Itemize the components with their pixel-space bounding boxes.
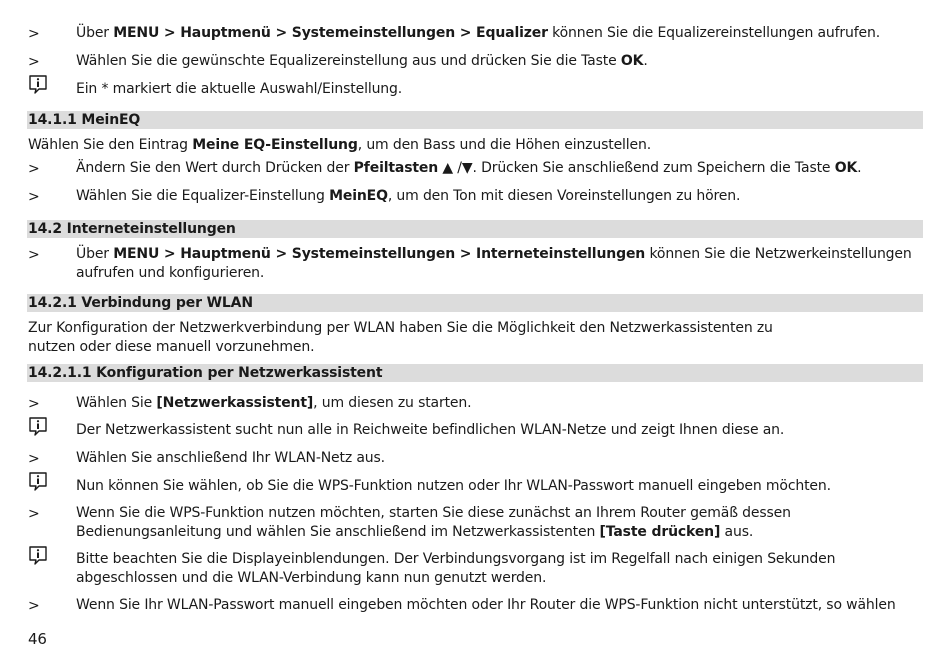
assistant-note-3: Bitte beachten Sie die Displayeinblendungen. Der Verbindungsvorgang ist im Regelfall nach einigen Sekunden abgeschlossen und die WLAN-Verbindung kann nun genutzt werden.	[76, 551, 836, 586]
wlan-paragraph: Zur Konfiguration der Netzwerkverbindung per WLAN haben Sie die Möglichkeit den Netzwerkassistenten zu nutzen oder diese manuell vorzunehmen.	[28, 320, 773, 355]
section-heading-14-2-1: 14.2.1 Verbindung per WLAN	[27, 294, 923, 312]
intro-line-1: Über MENU > Hauptmenü > Systemeinstellungen > Equalizer können Sie die Equalizereinstellungen aufrufen.	[76, 25, 881, 41]
info-note-icon	[28, 74, 48, 94]
bullet-marker: >	[28, 506, 40, 522]
assistant-step-2: Wählen Sie anschließend Ihr WLAN-Netz aus.	[76, 450, 385, 466]
bullet-marker: >	[28, 247, 40, 263]
bullet-marker: >	[28, 26, 40, 42]
bullet-marker: >	[28, 161, 40, 177]
meineq-step-2: Wählen Sie die Equalizer-Einstellung MeinEQ, um den Ton mit diesen Voreinstellungen zu hören.	[76, 188, 741, 204]
bullet-marker: >	[28, 396, 40, 412]
section-heading-14-2-1-1: 14.2.1.1 Konfiguration per Netzwerkassistent	[27, 364, 923, 382]
assistant-note-2: Nun können Sie wählen, ob Sie die WPS-Funktion nutzen oder Ihr WLAN-Passwort manuell eingeben möchten.	[76, 478, 831, 494]
meineq-paragraph: Wählen Sie den Eintrag Meine EQ-Einstellung, um den Bass und die Höhen einzustellen.	[28, 137, 652, 153]
assistant-step-3: Wenn Sie die WPS-Funktion nutzen möchten, starten Sie diese zunächst an Ihrem Router gemäß dessen Bedienungsanleitung und wählen Sie anschließend im Netzwerkassistenten [Taste drücken] aus.	[76, 505, 791, 540]
bullet-marker: >	[28, 598, 40, 614]
assistant-step-1: Wählen Sie [Netzwerkassistent], um diesen zu starten.	[76, 395, 472, 411]
bullet-marker: >	[28, 451, 40, 467]
info-note-icon	[28, 416, 48, 436]
bullet-marker: >	[28, 189, 40, 205]
internet-step-1: Über MENU > Hauptmenü > Systemeinstellungen > Interneteinstellungen können Sie die Netzwerkeinstellungen aufrufen und konfigurieren.	[76, 246, 912, 281]
section-heading-14-1-1: 14.1.1 MeinEQ	[27, 111, 923, 129]
intro-note: Ein * markiert die aktuelle Auswahl/Einstellung.	[76, 81, 403, 97]
page-number: 46	[28, 630, 47, 648]
section-heading-14-2: 14.2 Interneteinstellungen	[27, 220, 923, 238]
info-note-icon	[28, 471, 48, 491]
intro-line-2: Wählen Sie die gewünschte Equalizereinstellung aus und drücken Sie die Taste OK.	[76, 53, 648, 69]
meineq-step-1: Ändern Sie den Wert durch Drücken der Pfeiltasten ▲ /▼. Drücken Sie anschließend zum Speichern die Taste OK.	[76, 160, 862, 176]
bullet-marker: >	[28, 54, 40, 70]
assistant-step-4: Wenn Sie Ihr WLAN-Passwort manuell eingeben möchten oder Ihr Router die WPS-Funktion nicht unterstützt, so wählen	[76, 597, 896, 613]
info-note-icon	[28, 545, 48, 565]
assistant-note-1: Der Netzwerkassistent sucht nun alle in Reichweite befindlichen WLAN-Netze und zeigt Ihnen diese an.	[76, 422, 785, 438]
